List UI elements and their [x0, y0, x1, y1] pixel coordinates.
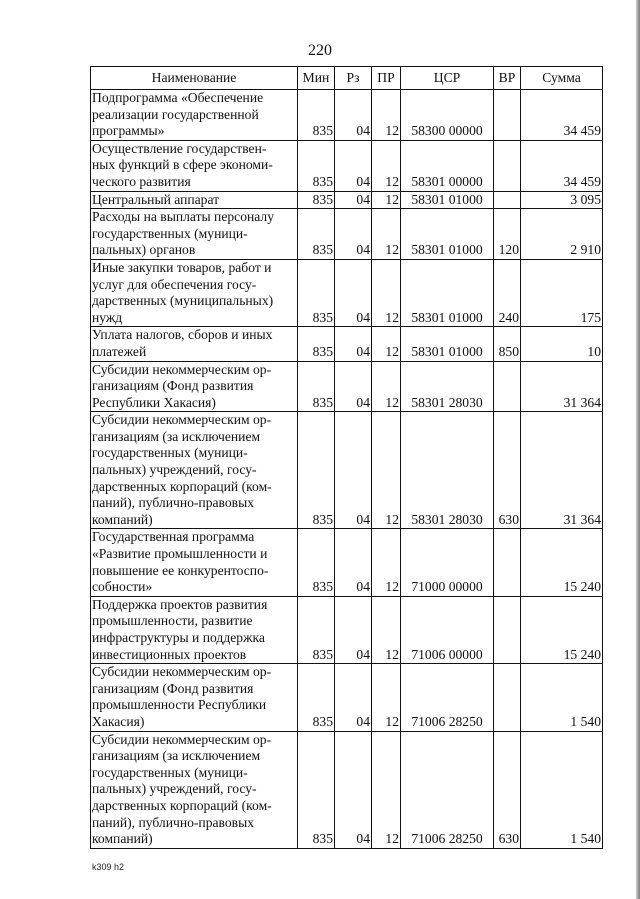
cell-name-line: «Развитие промышленности и: [92, 546, 268, 562]
cell-csr: 58301 00000: [401, 140, 494, 191]
cell-min: 835: [298, 529, 335, 596]
column-header-rz: Рз: [335, 67, 372, 90]
cell-min: 835: [298, 90, 335, 141]
cell-pr: 12: [372, 412, 401, 529]
cell-pr: 12: [372, 259, 401, 326]
cell-sum: 31 364: [521, 361, 603, 412]
cell-name-line: государственных (муници-: [92, 445, 248, 461]
table-row: [91, 596, 603, 663]
cell-name-line: повышение ее конкурентоспо-: [92, 562, 269, 578]
cell-name-line: дарственных (муниципальных): [92, 293, 274, 309]
cell-pr: 12: [372, 664, 401, 731]
cell-sum: 175: [521, 259, 603, 326]
cell-pr: 12: [372, 327, 401, 361]
cell-rz: 04: [335, 731, 372, 848]
cell-sum: 10: [521, 327, 603, 361]
cell-name-line: ганизациям (за исключением: [92, 428, 261, 444]
cell-sum: 34 459: [521, 90, 603, 141]
cell-min: 835: [298, 361, 335, 412]
cell-csr: 58301 01000: [401, 191, 494, 209]
cell-rz: 04: [335, 412, 372, 529]
cell-vr: [494, 664, 521, 731]
cell-name-line: промышленности, развитие: [92, 613, 253, 629]
cell-name-line: платежей: [92, 343, 147, 359]
cell-name: [91, 596, 298, 663]
cell-name: [91, 259, 298, 326]
cell-vr: [494, 191, 521, 209]
cell-name-line: компаний): [92, 831, 153, 847]
cell-name-line: дарственных корпораций (ком-: [92, 478, 272, 494]
table-row: [91, 259, 603, 326]
cell-vr: [494, 529, 521, 596]
table-body: [91, 90, 603, 849]
cell-min: 835: [298, 140, 335, 191]
cell-name-line: Государственная программа: [92, 529, 255, 545]
cell-name-line: программы»: [92, 123, 165, 139]
cell-rz: 04: [335, 209, 372, 260]
cell-vr: 630: [494, 731, 521, 848]
cell-rz: 04: [335, 361, 372, 412]
cell-name-line: реализации государственной: [92, 106, 259, 122]
scan-edge-shadow: [636, 0, 640, 899]
cell-min: 835: [298, 259, 335, 326]
cell-name-line: паний), публично-правовых: [92, 495, 254, 511]
cell-name-line: инфраструктуры и поддержка: [92, 630, 265, 645]
cell-sum: 15 240: [521, 596, 603, 663]
cell-pr: 12: [372, 191, 401, 209]
cell-name: [91, 140, 298, 191]
cell-vr: [494, 140, 521, 191]
cell-sum: 2 910: [521, 209, 603, 260]
cell-rz: 04: [335, 529, 372, 596]
cell-name: [91, 664, 298, 731]
cell-name-line: Республики Хакасия): [92, 394, 216, 410]
cell-rz: 04: [335, 191, 372, 209]
cell-name-line: Субсидии некоммерческим ор-: [92, 731, 272, 747]
cell-name-line: Субсидии некоммерческим ор-: [92, 664, 272, 680]
cell-pr: 12: [372, 731, 401, 848]
cell-rz: 04: [335, 664, 372, 731]
cell-name-line: ных функций в сфере экономи-: [92, 157, 273, 173]
cell-name: [91, 209, 298, 260]
cell-pr: 12: [372, 596, 401, 663]
cell-rz: 04: [335, 327, 372, 361]
cell-min: 835: [298, 209, 335, 260]
cell-min: 835: [298, 731, 335, 848]
cell-name: [91, 529, 298, 596]
cell-name: [91, 327, 298, 361]
table-row: [91, 327, 603, 361]
cell-vr: [494, 90, 521, 141]
cell-pr: 12: [372, 529, 401, 596]
cell-sum: 34 459: [521, 140, 603, 191]
cell-sum: 1 540: [521, 731, 603, 848]
cell-name-line: услуг для обеспечения госу-: [92, 276, 257, 292]
cell-name-line: Центральный аппарат: [92, 191, 220, 207]
cell-name-line: пальных) учреждений, госу-: [92, 781, 257, 797]
cell-vr: 240: [494, 259, 521, 326]
cell-name: [91, 90, 298, 141]
table-row: [91, 191, 603, 209]
cell-name-line: государственных (муници-: [92, 764, 248, 780]
cell-name-line: дарственных корпораций (ком-: [92, 797, 272, 813]
cell-min: 835: [298, 327, 335, 361]
footer-code: k309 h2: [92, 862, 125, 872]
cell-name-line: ганизациям (Фонд развития: [92, 378, 254, 394]
cell-rz: 04: [335, 596, 372, 663]
column-header-min: Мин: [298, 67, 335, 90]
cell-name-line: Уплата налогов, сборов и иных: [92, 327, 273, 343]
budget-table: [90, 66, 603, 849]
cell-pr: 12: [372, 209, 401, 260]
cell-name-line: ганизациям (за исключением: [92, 748, 261, 764]
cell-name-line: государственных (муници-: [92, 225, 248, 241]
cell-name-line: пальных) учреждений, госу-: [92, 462, 257, 478]
cell-name: [91, 412, 298, 529]
table-row: [91, 361, 603, 412]
cell-sum: 3 095: [521, 191, 603, 209]
cell-vr: 120: [494, 209, 521, 260]
cell-vr: [494, 596, 521, 663]
cell-vr: 850: [494, 327, 521, 361]
cell-csr: 58301 01000: [401, 259, 494, 326]
cell-csr: 58300 00000: [401, 90, 494, 141]
cell-name-line: паний), публично-правовых: [92, 814, 254, 830]
cell-rz: 04: [335, 140, 372, 191]
cell-name: [91, 191, 298, 209]
table-header-row: [91, 67, 603, 90]
cell-name-line: собности»: [92, 579, 153, 595]
cell-name-line: промышленности Республики: [92, 697, 267, 713]
cell-vr: [494, 361, 521, 412]
table-row: [91, 731, 603, 848]
cell-name-line: компаний): [92, 511, 153, 527]
cell-name-line: пальных) органов: [92, 242, 196, 258]
cell-name: [91, 361, 298, 412]
column-header-pr: ПР: [372, 67, 401, 90]
column-header-name: Наименование: [91, 67, 298, 90]
cell-name-line: ческого развития: [92, 173, 191, 189]
cell-pr: 12: [372, 140, 401, 191]
cell-name-line: инвестиционных проектов: [92, 646, 247, 662]
cell-name-line: Субсидии некоммерческим ор-: [92, 412, 272, 428]
cell-csr: 71006 28250: [401, 731, 494, 848]
table-row: [91, 140, 603, 191]
table-row: [91, 90, 603, 141]
cell-name-line: нужд: [92, 309, 123, 325]
cell-csr: 58301 01000: [401, 209, 494, 260]
cell-sum: 31 364: [521, 412, 603, 529]
cell-name-line: Субсидии некоммерческим ор-: [92, 361, 272, 377]
cell-name: [91, 731, 298, 848]
table-row: [91, 664, 603, 731]
cell-rz: 04: [335, 259, 372, 326]
cell-sum: 15 240: [521, 529, 603, 596]
cell-min: 835: [298, 664, 335, 731]
cell-name-line: Иные закупки товаров, работ и: [92, 259, 272, 275]
cell-name-line: Подпрограмма «Обеспечение: [92, 90, 264, 105]
cell-sum: 1 540: [521, 664, 603, 731]
cell-min: 835: [298, 191, 335, 209]
cell-vr: 630: [494, 412, 521, 529]
cell-name-line: Расходы на выплаты персоналу: [92, 209, 274, 225]
cell-name-line: Хакасия): [92, 713, 145, 729]
cell-min: 835: [298, 412, 335, 529]
column-header-sum: Сумма: [521, 67, 603, 90]
table-row: [91, 412, 603, 529]
cell-rz: 04: [335, 90, 372, 141]
column-header-csr: ЦСР: [401, 67, 494, 90]
cell-csr: 58301 28030: [401, 412, 494, 529]
cell-csr: 58301 28030: [401, 361, 494, 412]
cell-csr: 71006 00000: [401, 596, 494, 663]
cell-min: 835: [298, 596, 335, 663]
cell-pr: 12: [372, 90, 401, 141]
cell-csr: 58301 01000: [401, 327, 494, 361]
cell-name-line: ганизациям (Фонд развития: [92, 680, 254, 696]
cell-name-line: Осуществление государствен-: [92, 140, 267, 156]
cell-pr: 12: [372, 361, 401, 412]
page-number: 220: [308, 42, 332, 59]
table-row: [91, 529, 603, 596]
cell-csr: 71000 00000: [401, 529, 494, 596]
cell-name-line: Поддержка проектов развития: [92, 596, 268, 612]
cell-csr: 71006 28250: [401, 664, 494, 731]
column-header-vr: ВР: [494, 67, 521, 90]
table-row: [91, 209, 603, 260]
